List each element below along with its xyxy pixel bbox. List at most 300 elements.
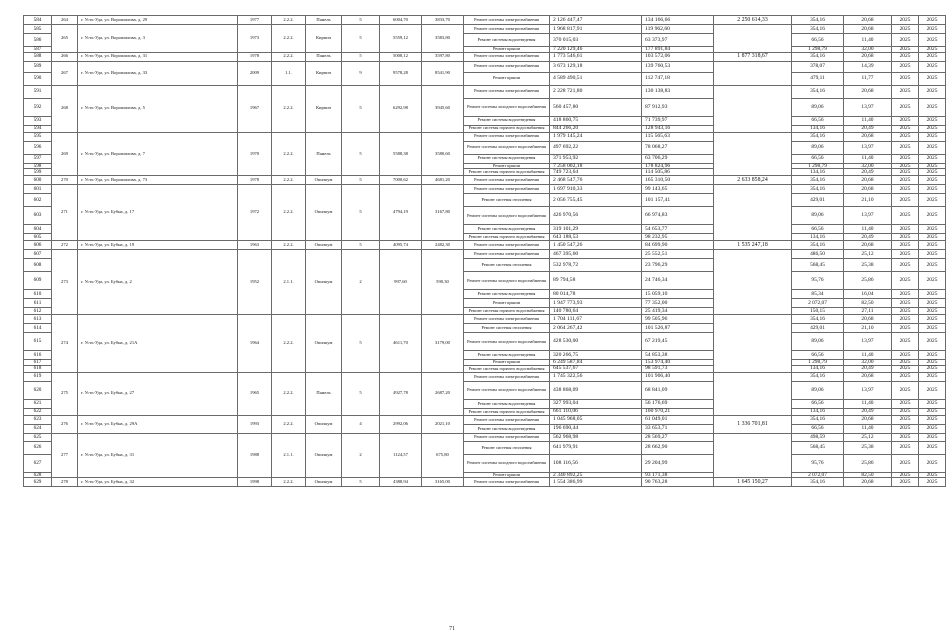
cell-y2: 2025 (919, 360, 946, 366)
cell-m: 11,40 (844, 34, 892, 47)
cell-h: 277 (52, 433, 78, 478)
cell-mat: Панель (306, 132, 342, 176)
cell-mat: Опилкум (306, 176, 342, 185)
cell-code: 2.1.1. (272, 250, 306, 315)
cell-h: 267 (52, 61, 78, 85)
cell-m: 25,86 (844, 272, 892, 290)
cell-rate: 1 298,79 (792, 47, 844, 53)
cell-n: 592 (24, 98, 52, 116)
cell-work: Ремонт системы электроснабжения (464, 85, 550, 98)
cell-m: 25,12 (844, 433, 892, 441)
cell-y2: 2025 (919, 333, 946, 351)
cell-year: 1993 (238, 415, 272, 433)
cell-cost: 7 220 129,46 (550, 47, 642, 53)
cell-tot: 2 250 614,33 (714, 16, 792, 25)
cell-work: Ремонт системы водоотведения (464, 225, 550, 234)
cell-y2: 2025 (919, 399, 946, 408)
cell-m: 16,04 (844, 290, 892, 299)
cell-rate: 85,34 (792, 290, 844, 299)
cell-y1: 2025 (892, 34, 919, 47)
cell-uc: 84 699,90 (642, 241, 714, 250)
cell-uc: 33 653,71 (642, 424, 714, 433)
cell-a1: 1124,57 (380, 433, 422, 478)
cell-cost: 370 015,03 (550, 34, 642, 47)
cell-uc: 71 739,97 (642, 116, 714, 125)
cell-work: Ремонт системы холодного водоснабжения (464, 333, 550, 351)
cell-a2: 3833,70 (422, 16, 464, 25)
cell-m: 32,00 (844, 360, 892, 366)
table-row (24, 241, 946, 250)
cell-n: 585 (24, 25, 52, 34)
cell-rate: 134,16 (792, 234, 844, 241)
cell-year: 1978 (238, 52, 272, 61)
cell-cost: 1 554 386,99 (550, 478, 642, 487)
cell-code: 2.1.1. (272, 433, 306, 478)
capital-repair-table-page (23, 15, 938, 487)
cell-n: 613 (24, 315, 52, 324)
cell-cost: 1 450 547,26 (550, 241, 642, 250)
cell-rate: 486,50 (792, 250, 844, 259)
cell-tot: 1 336 701,81 (714, 415, 792, 433)
cell-cost: 467 395,60 (550, 250, 642, 259)
cell-year: 1965 (238, 372, 272, 415)
cell-work: Ремонт системы электроснабжения (464, 16, 550, 25)
cell-y1: 2025 (892, 241, 919, 250)
cell-uc: 128 943,16 (642, 125, 714, 132)
cell-fl: 5 (342, 315, 380, 373)
cell-h: 264 (52, 16, 78, 25)
cell-y2: 2025 (919, 424, 946, 433)
cell-y2: 2025 (919, 315, 946, 324)
cell-code: 2.2.2. (272, 478, 306, 487)
cell-y1: 2025 (892, 433, 919, 441)
cell-n: 590 (24, 72, 52, 85)
cell-n: 611 (24, 299, 52, 308)
cell-addr: г. Усть-Уда, ул. Бубна, д. 29А (78, 415, 238, 433)
cell-a1: 997,60 (380, 250, 422, 315)
cell-code: 2.2.2. (272, 185, 306, 241)
cell-y1: 2025 (892, 169, 919, 176)
cell-m: 20,68 (844, 478, 892, 487)
cell-cost: 2 228 721,80 (550, 85, 642, 98)
cell-a2: 8541,90 (422, 61, 464, 85)
cell-work: Ремонт системы водоотведения (464, 154, 550, 163)
cell-addr: г. Усть-Уда, ул. Бубна, д. 27 (78, 372, 238, 415)
cell-n: 616 (24, 351, 52, 360)
cell-code: 2.2.2. (272, 25, 306, 53)
cell-m: 21,10 (844, 324, 892, 333)
cell-tot (714, 372, 792, 415)
cell-mat: Опилкум (306, 185, 342, 241)
cell-rate: 66,56 (792, 424, 844, 433)
cell-uc: 87 912,93 (642, 98, 714, 116)
cell-work: Ремонт системы электроснабжения (464, 315, 550, 324)
cell-uc: 139 760,53 (642, 61, 714, 72)
cell-n: 595 (24, 132, 52, 141)
cell-cost: 327 993,04 (550, 399, 642, 408)
cell-m: 20,49 (844, 125, 892, 132)
cell-y1: 2025 (892, 250, 919, 259)
cell-rate: 354,16 (792, 241, 844, 250)
cell-code: 2.2.2. (272, 132, 306, 176)
cell-n: 606 (24, 241, 52, 250)
cell-year: 1973 (238, 25, 272, 53)
cell-fl: 5 (342, 25, 380, 53)
cell-rate: 95,76 (792, 272, 844, 290)
cell-work: Ремонт системы отопления (464, 441, 550, 454)
cell-fl: 4 (342, 415, 380, 433)
cell-cost: 6 249 587,84 (550, 360, 642, 366)
cell-y2: 2025 (919, 34, 946, 47)
cell-y2: 2025 (919, 176, 946, 185)
cell-a2: 3945,60 (422, 85, 464, 132)
cell-h: 269 (52, 132, 78, 176)
cell-work: Ремонт системы отопления (464, 259, 550, 272)
cell-y1: 2025 (892, 259, 919, 272)
cell-rate: 354,16 (792, 185, 844, 194)
cell-n: 624 (24, 424, 52, 433)
cell-work: Ремонт системы холодного водоснабжения (464, 381, 550, 399)
cell-a1: 4927,78 (380, 372, 422, 415)
cell-cost: 320 266,75 (550, 351, 642, 360)
cell-n: 604 (24, 225, 52, 234)
cell-tot (714, 132, 792, 176)
cell-mat: Опилкум (306, 315, 342, 373)
cell-work: Ремонт системы электроснабжения (464, 185, 550, 194)
cell-y1: 2025 (892, 47, 919, 53)
cell-rate: 66,56 (792, 34, 844, 47)
cell-mat: Кирпич (306, 85, 342, 132)
cell-n: 602 (24, 194, 52, 207)
cell-uc: 29 204,99 (642, 454, 714, 472)
cell-cost: 428 530,00 (550, 333, 642, 351)
cell-year: 1998 (238, 478, 272, 487)
table-row (24, 61, 946, 72)
cell-y2: 2025 (919, 194, 946, 207)
cell-y1: 2025 (892, 424, 919, 433)
cell-cost: 319 101,29 (550, 225, 642, 234)
cell-n: 623 (24, 415, 52, 424)
cell-cost: 2 126 447,47 (550, 16, 642, 25)
cell-y2: 2025 (919, 154, 946, 163)
cell-n: 622 (24, 408, 52, 415)
cell-n: 627 (24, 454, 52, 472)
cell-y2: 2025 (919, 299, 946, 308)
cell-y2: 2025 (919, 85, 946, 98)
cell-n: 589 (24, 61, 52, 72)
cell-y2: 2025 (919, 259, 946, 272)
cell-cost: 1 704 111,67 (550, 315, 642, 324)
cell-work: Ремонт системы холодного водоснабжения (464, 272, 550, 290)
cell-uc: 77 352,00 (642, 299, 714, 308)
cell-cost: 438 868,09 (550, 381, 642, 399)
cell-rate: 354,16 (792, 176, 844, 185)
cell-uc: 115 565,63 (642, 132, 714, 141)
cell-rate: 378,07 (792, 61, 844, 72)
cell-n: 594 (24, 125, 52, 132)
cell-fl: 2 (342, 250, 380, 315)
cell-a2: 3167,80 (422, 185, 464, 241)
cell-h: 276 (52, 415, 78, 433)
cell-m: 21,10 (844, 194, 892, 207)
cell-a1: 9578,28 (380, 61, 422, 85)
cell-h: 273 (52, 250, 78, 315)
cell-m: 32,00 (844, 163, 892, 169)
cell-y2: 2025 (919, 381, 946, 399)
cell-work: Ремонт системы водоотведения (464, 34, 550, 47)
cell-work: Ремонт системы холодного водоснабжения (464, 141, 550, 154)
cell-y1: 2025 (892, 381, 919, 399)
cell-uc: 114 505,86 (642, 169, 714, 176)
cell-y2: 2025 (919, 324, 946, 333)
cell-h: 268 (52, 85, 78, 132)
cell-cost: 426 970,56 (550, 207, 642, 225)
cell-work: Ремонт системы электроснабжения (464, 433, 550, 441)
cell-cost: 140 780,64 (550, 308, 642, 315)
cell-y2: 2025 (919, 163, 946, 169)
cell-h: 274 (52, 315, 78, 373)
cell-m: 20,68 (844, 372, 892, 381)
cell-cost: 4 589 490,51 (550, 72, 642, 85)
cell-m: 82,50 (844, 472, 892, 478)
cell-fl: 5 (342, 185, 380, 241)
cell-y1: 2025 (892, 299, 919, 308)
cell-y1: 2025 (892, 372, 919, 381)
cell-y2: 2025 (919, 141, 946, 154)
cell-rate: 2 072,07 (792, 472, 844, 478)
cell-rate: 89,06 (792, 381, 844, 399)
cell-y1: 2025 (892, 272, 919, 290)
cell-tot: 1 535 247,18 (714, 241, 792, 250)
cell-fl: 5 (342, 241, 380, 250)
cell-work: Ремонт системы водоотведения (464, 290, 550, 299)
cell-year: 1977 (238, 16, 272, 25)
cell-rate: 354,16 (792, 16, 844, 25)
cell-addr: г. Усть-Уда, ул. Ворошилова, д. 5 (78, 85, 238, 132)
cell-rate: 134,16 (792, 125, 844, 132)
cell-y2: 2025 (919, 408, 946, 415)
cell-cost: 661 110,06 (550, 408, 642, 415)
table-row (24, 433, 946, 441)
cell-y1: 2025 (892, 365, 919, 372)
cell-uc: 78 068,27 (642, 141, 714, 154)
cell-cost: 1 968 817,91 (550, 25, 642, 34)
cell-a1: 5588,38 (380, 132, 422, 176)
cell-y1: 2025 (892, 141, 919, 154)
cell-cost: 1 045 968,05 (550, 415, 642, 424)
cell-rate: 66,56 (792, 225, 844, 234)
cell-rate: 66,56 (792, 116, 844, 125)
cell-y2: 2025 (919, 415, 946, 424)
cell-m: 13,97 (844, 381, 892, 399)
cell-a2: 2021,10 (422, 415, 464, 433)
cell-rate: 134,16 (792, 365, 844, 372)
table-row (24, 372, 946, 381)
cell-uc: 98 232,95 (642, 234, 714, 241)
cell-work: Ремонт крыши (464, 163, 550, 169)
cell-n: 607 (24, 250, 52, 259)
cell-uc: 28 569,27 (642, 433, 714, 441)
cell-y1: 2025 (892, 132, 919, 141)
cell-rate: 89,06 (792, 333, 844, 351)
cell-y2: 2025 (919, 365, 946, 372)
cell-y2: 2025 (919, 372, 946, 381)
cell-n: 591 (24, 85, 52, 98)
cell-work: Ремонт системы холодного водоснабжения (464, 98, 550, 116)
cell-cost: 80 014,78 (550, 290, 642, 299)
table-row (24, 315, 946, 324)
cell-y2: 2025 (919, 52, 946, 61)
cell-uc: 98 591,73 (642, 365, 714, 372)
cell-y1: 2025 (892, 207, 919, 225)
cell-rate: 479,11 (792, 72, 844, 85)
cell-m: 25,38 (844, 441, 892, 454)
cell-y2: 2025 (919, 98, 946, 116)
cell-n: 601 (24, 185, 52, 194)
cell-tot: 2 633 858,24 (714, 176, 792, 185)
cell-n: 615 (24, 333, 52, 351)
cell-y2: 2025 (919, 478, 946, 487)
cell-a2: 675,80 (422, 433, 464, 478)
cell-rate: 89,06 (792, 207, 844, 225)
cell-y2: 2025 (919, 351, 946, 360)
cell-uc: 99 143,65 (642, 185, 714, 194)
page-number: 71 (449, 626, 455, 632)
table-row (24, 478, 946, 487)
cell-m: 20,68 (844, 185, 892, 194)
cell-n: 629 (24, 478, 52, 487)
cell-uc: 130 138,83 (642, 85, 714, 98)
cell-cost: 196 690,44 (550, 424, 642, 433)
cell-rate: 354,16 (792, 85, 844, 98)
cell-y2: 2025 (919, 169, 946, 176)
cell-rate: 1 298,79 (792, 163, 844, 169)
cell-mat: Панель (306, 52, 342, 61)
cell-m: 14,39 (844, 61, 892, 72)
table-row (24, 176, 946, 185)
cell-code: 2.2.2. (272, 176, 306, 185)
cell-uc: 153 974,40 (642, 360, 714, 366)
cell-y1: 2025 (892, 176, 919, 185)
cell-cost: 7 258 002,18 (550, 163, 642, 169)
cell-m: 13,97 (844, 141, 892, 154)
cell-rate: 354,16 (792, 132, 844, 141)
cell-fl: 5 (342, 372, 380, 415)
cell-addr: г. Усть-Уда, ул. Бубна, д. 2 (78, 250, 238, 315)
cell-uc: 25 419,34 (642, 308, 714, 315)
cell-work: Ремонт системы горячего водоснабжения (464, 408, 550, 415)
cell-a2: 2482,30 (422, 241, 464, 250)
cell-a1: 4388,94 (380, 478, 422, 487)
cell-cost: 749 723,64 (550, 169, 642, 176)
cell-fl: 5 (342, 52, 380, 61)
cell-year: 1964 (238, 315, 272, 373)
cell-h: 265 (52, 25, 78, 53)
cell-uc: 103 572,06 (642, 52, 714, 61)
cell-year: 1972 (238, 185, 272, 241)
cell-y2: 2025 (919, 234, 946, 241)
cell-cost: 1 697 910,33 (550, 185, 642, 194)
cell-work: Ремонт системы электроснабжения (464, 478, 550, 487)
cell-y2: 2025 (919, 441, 946, 454)
cell-n: 618 (24, 365, 52, 372)
cell-mat: Опилкум (306, 415, 342, 433)
cell-y1: 2025 (892, 225, 919, 234)
cell-cost: 2 468 547,76 (550, 176, 642, 185)
cell-m: 13,97 (844, 207, 892, 225)
cell-y1: 2025 (892, 16, 919, 25)
cell-n: 597 (24, 154, 52, 163)
cell-uc: 25 552,51 (642, 250, 714, 259)
cell-cost: 1 745 322,56 (550, 372, 642, 381)
cell-m: 20,49 (844, 234, 892, 241)
cell-a2: 590,30 (422, 250, 464, 315)
cell-mat: Опилкум (306, 478, 342, 487)
cell-work: Ремонт системы водоотведения (464, 116, 550, 125)
cell-rate: 2 072,07 (792, 299, 844, 308)
cell-n: 588 (24, 52, 52, 61)
cell-addr: г. Усть-Уда, ул. Ворошилова, д. 31 (78, 52, 238, 61)
cell-m: 11,40 (844, 351, 892, 360)
cell-h: 272 (52, 241, 78, 250)
cell-cost: 2 064 267,42 (550, 324, 642, 333)
cell-work: Ремонт крыши (464, 47, 550, 53)
cell-work: Ремонт системы холодного водоснабжения (464, 454, 550, 472)
cell-rate: 568,45 (792, 441, 844, 454)
cell-work: Ремонт системы электроснабжения (464, 241, 550, 250)
cell-a2: 3179,00 (422, 315, 464, 373)
cell-y2: 2025 (919, 433, 946, 441)
cell-uc: 112 747,18 (642, 72, 714, 85)
cell-mat: Кирпич (306, 61, 342, 85)
cell-n: 612 (24, 308, 52, 315)
cell-y1: 2025 (892, 454, 919, 472)
cell-uc: 63 373,97 (642, 34, 714, 47)
cell-y2: 2025 (919, 225, 946, 234)
cell-y1: 2025 (892, 478, 919, 487)
cell-n: 586 (24, 34, 52, 47)
cell-uc: 15 059,10 (642, 290, 714, 299)
cell-y2: 2025 (919, 72, 946, 85)
cell-work: Ремонт системы горячего водоснабжения (464, 308, 550, 315)
cell-rate: 354,16 (792, 478, 844, 487)
cell-y2: 2025 (919, 472, 946, 478)
cell-rate: 354,16 (792, 52, 844, 61)
cell-h: 270 (52, 176, 78, 185)
cell-n: 598 (24, 163, 52, 169)
table-row (24, 25, 946, 34)
cell-work: Ремонт крыши (464, 360, 550, 366)
cell-y2: 2025 (919, 25, 946, 34)
cell-rate: 354,16 (792, 372, 844, 381)
cell-tot (714, 433, 792, 478)
cell-y1: 2025 (892, 360, 919, 366)
cell-n: 593 (24, 116, 52, 125)
cell-cost: 418 860,75 (550, 116, 642, 125)
cell-uc: 119 962,60 (642, 25, 714, 34)
cell-code: 2.2.2. (272, 241, 306, 250)
cell-work: Ремонт системы отопления (464, 194, 550, 207)
cell-y2: 2025 (919, 207, 946, 225)
cell-a1: 6004,70 (380, 16, 422, 25)
cell-mat: Панель (306, 372, 342, 415)
cell-rate: 66,56 (792, 154, 844, 163)
cell-y1: 2025 (892, 441, 919, 454)
cell-work: Ремонт системы электроснабжения (464, 52, 550, 61)
cell-m: 20,68 (844, 132, 892, 141)
cell-rate: 66,56 (792, 399, 844, 408)
cell-a1: 5008,12 (380, 52, 422, 61)
